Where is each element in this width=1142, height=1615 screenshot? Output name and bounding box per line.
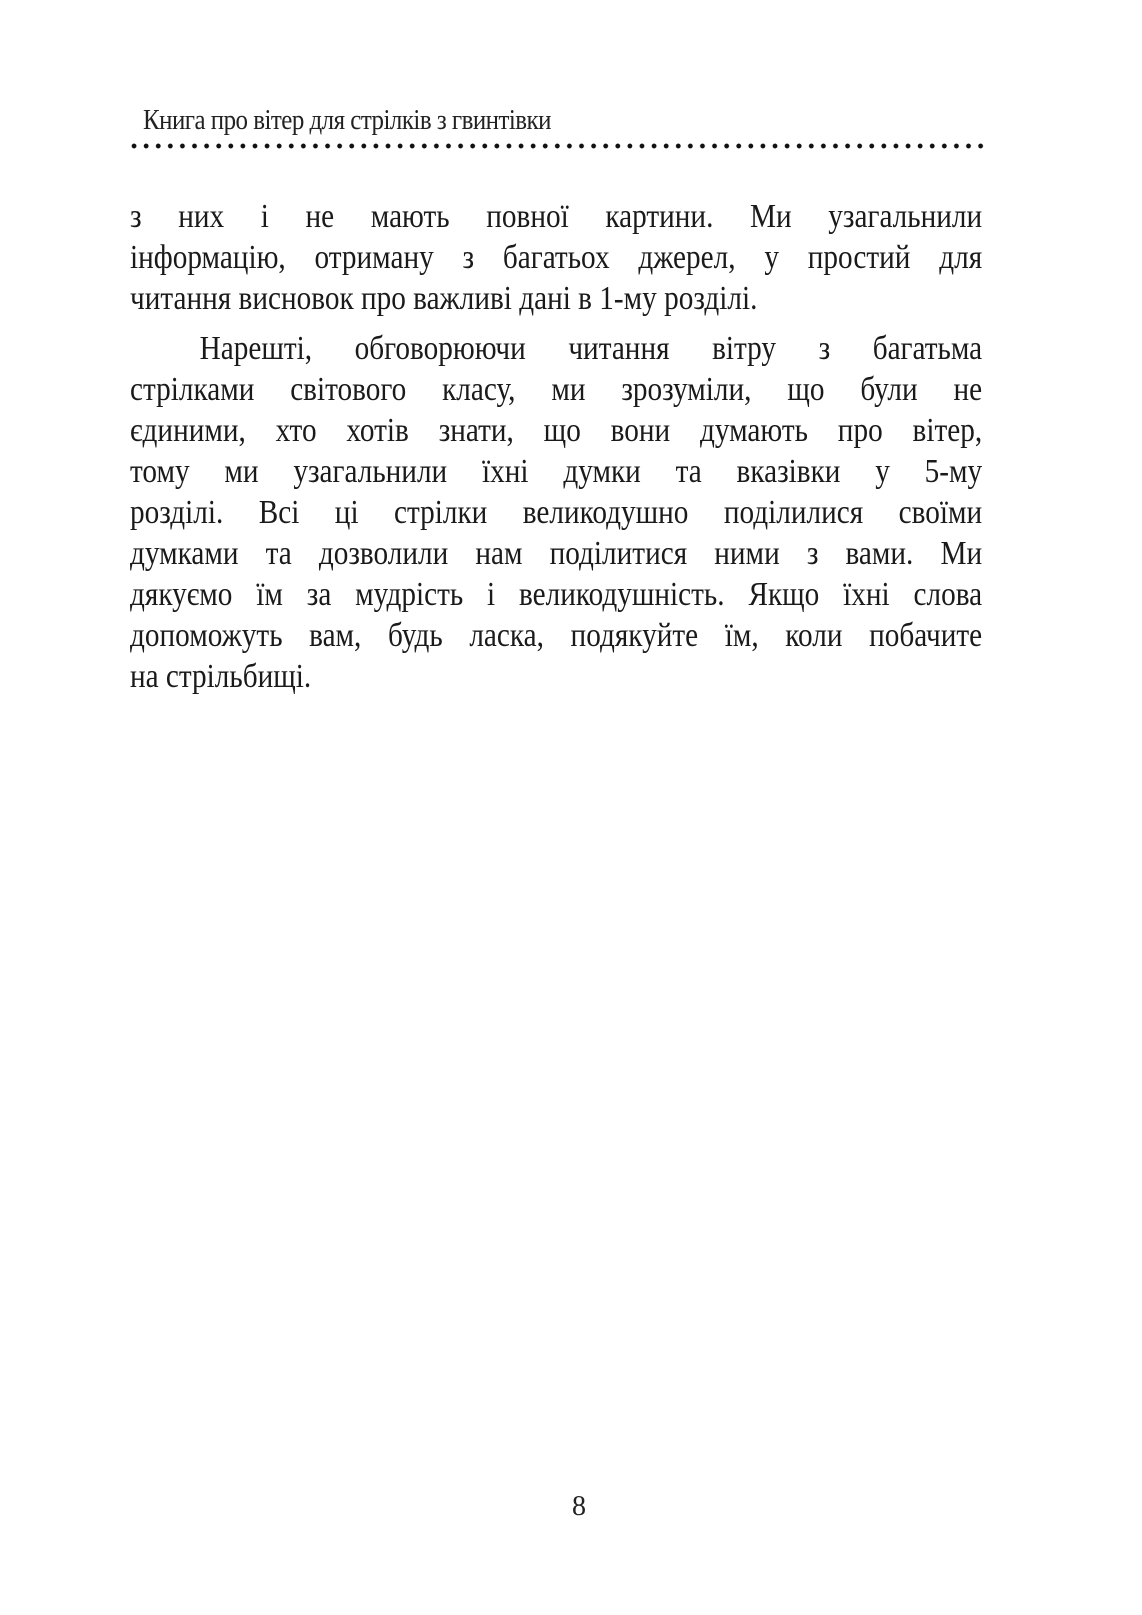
text-line: розділі. Всі ці стрілки великодушно поділилися своїми xyxy=(130,494,983,531)
text-line: Нарешті, обговорюючи читання вітру з багатьма xyxy=(199,330,983,367)
paragraph-2 xyxy=(130,328,982,697)
text-line: на стрільбищі. xyxy=(130,658,312,695)
running-header-title: Книга про вітер для стрілків з гвинтівки xyxy=(143,104,552,136)
page-number: 8 xyxy=(572,1491,586,1522)
paragraph-1 xyxy=(130,196,982,319)
text-line: думками та дозволили нам поділитися ними з вами. Ми xyxy=(130,535,983,572)
text-line: з них і не мають повної картини. Ми узагальнили xyxy=(130,198,983,235)
body-text xyxy=(130,196,982,697)
text-line: допоможуть вам, будь ласка, подякуйте їм, коли побачите xyxy=(130,617,983,654)
text-line: стрілками світового класу, ми зрозуміли, що були не xyxy=(130,371,983,408)
text-line: дякуємо їм за мудрість і великодушність. Якщо їхні слова xyxy=(130,576,983,613)
text-line: інформацію, отриману з багатьох джерел, у простий для xyxy=(130,239,983,276)
dotted-header-rule xyxy=(128,143,988,149)
text-line: єдиними, хто хотів знати, що вони думають про вітер, xyxy=(130,412,983,449)
text-line: тому ми узагальнили їхні думки та вказівки у 5-му xyxy=(130,453,983,490)
text-line: читання висновок про важливі дані в 1-му розділі. xyxy=(130,280,758,317)
